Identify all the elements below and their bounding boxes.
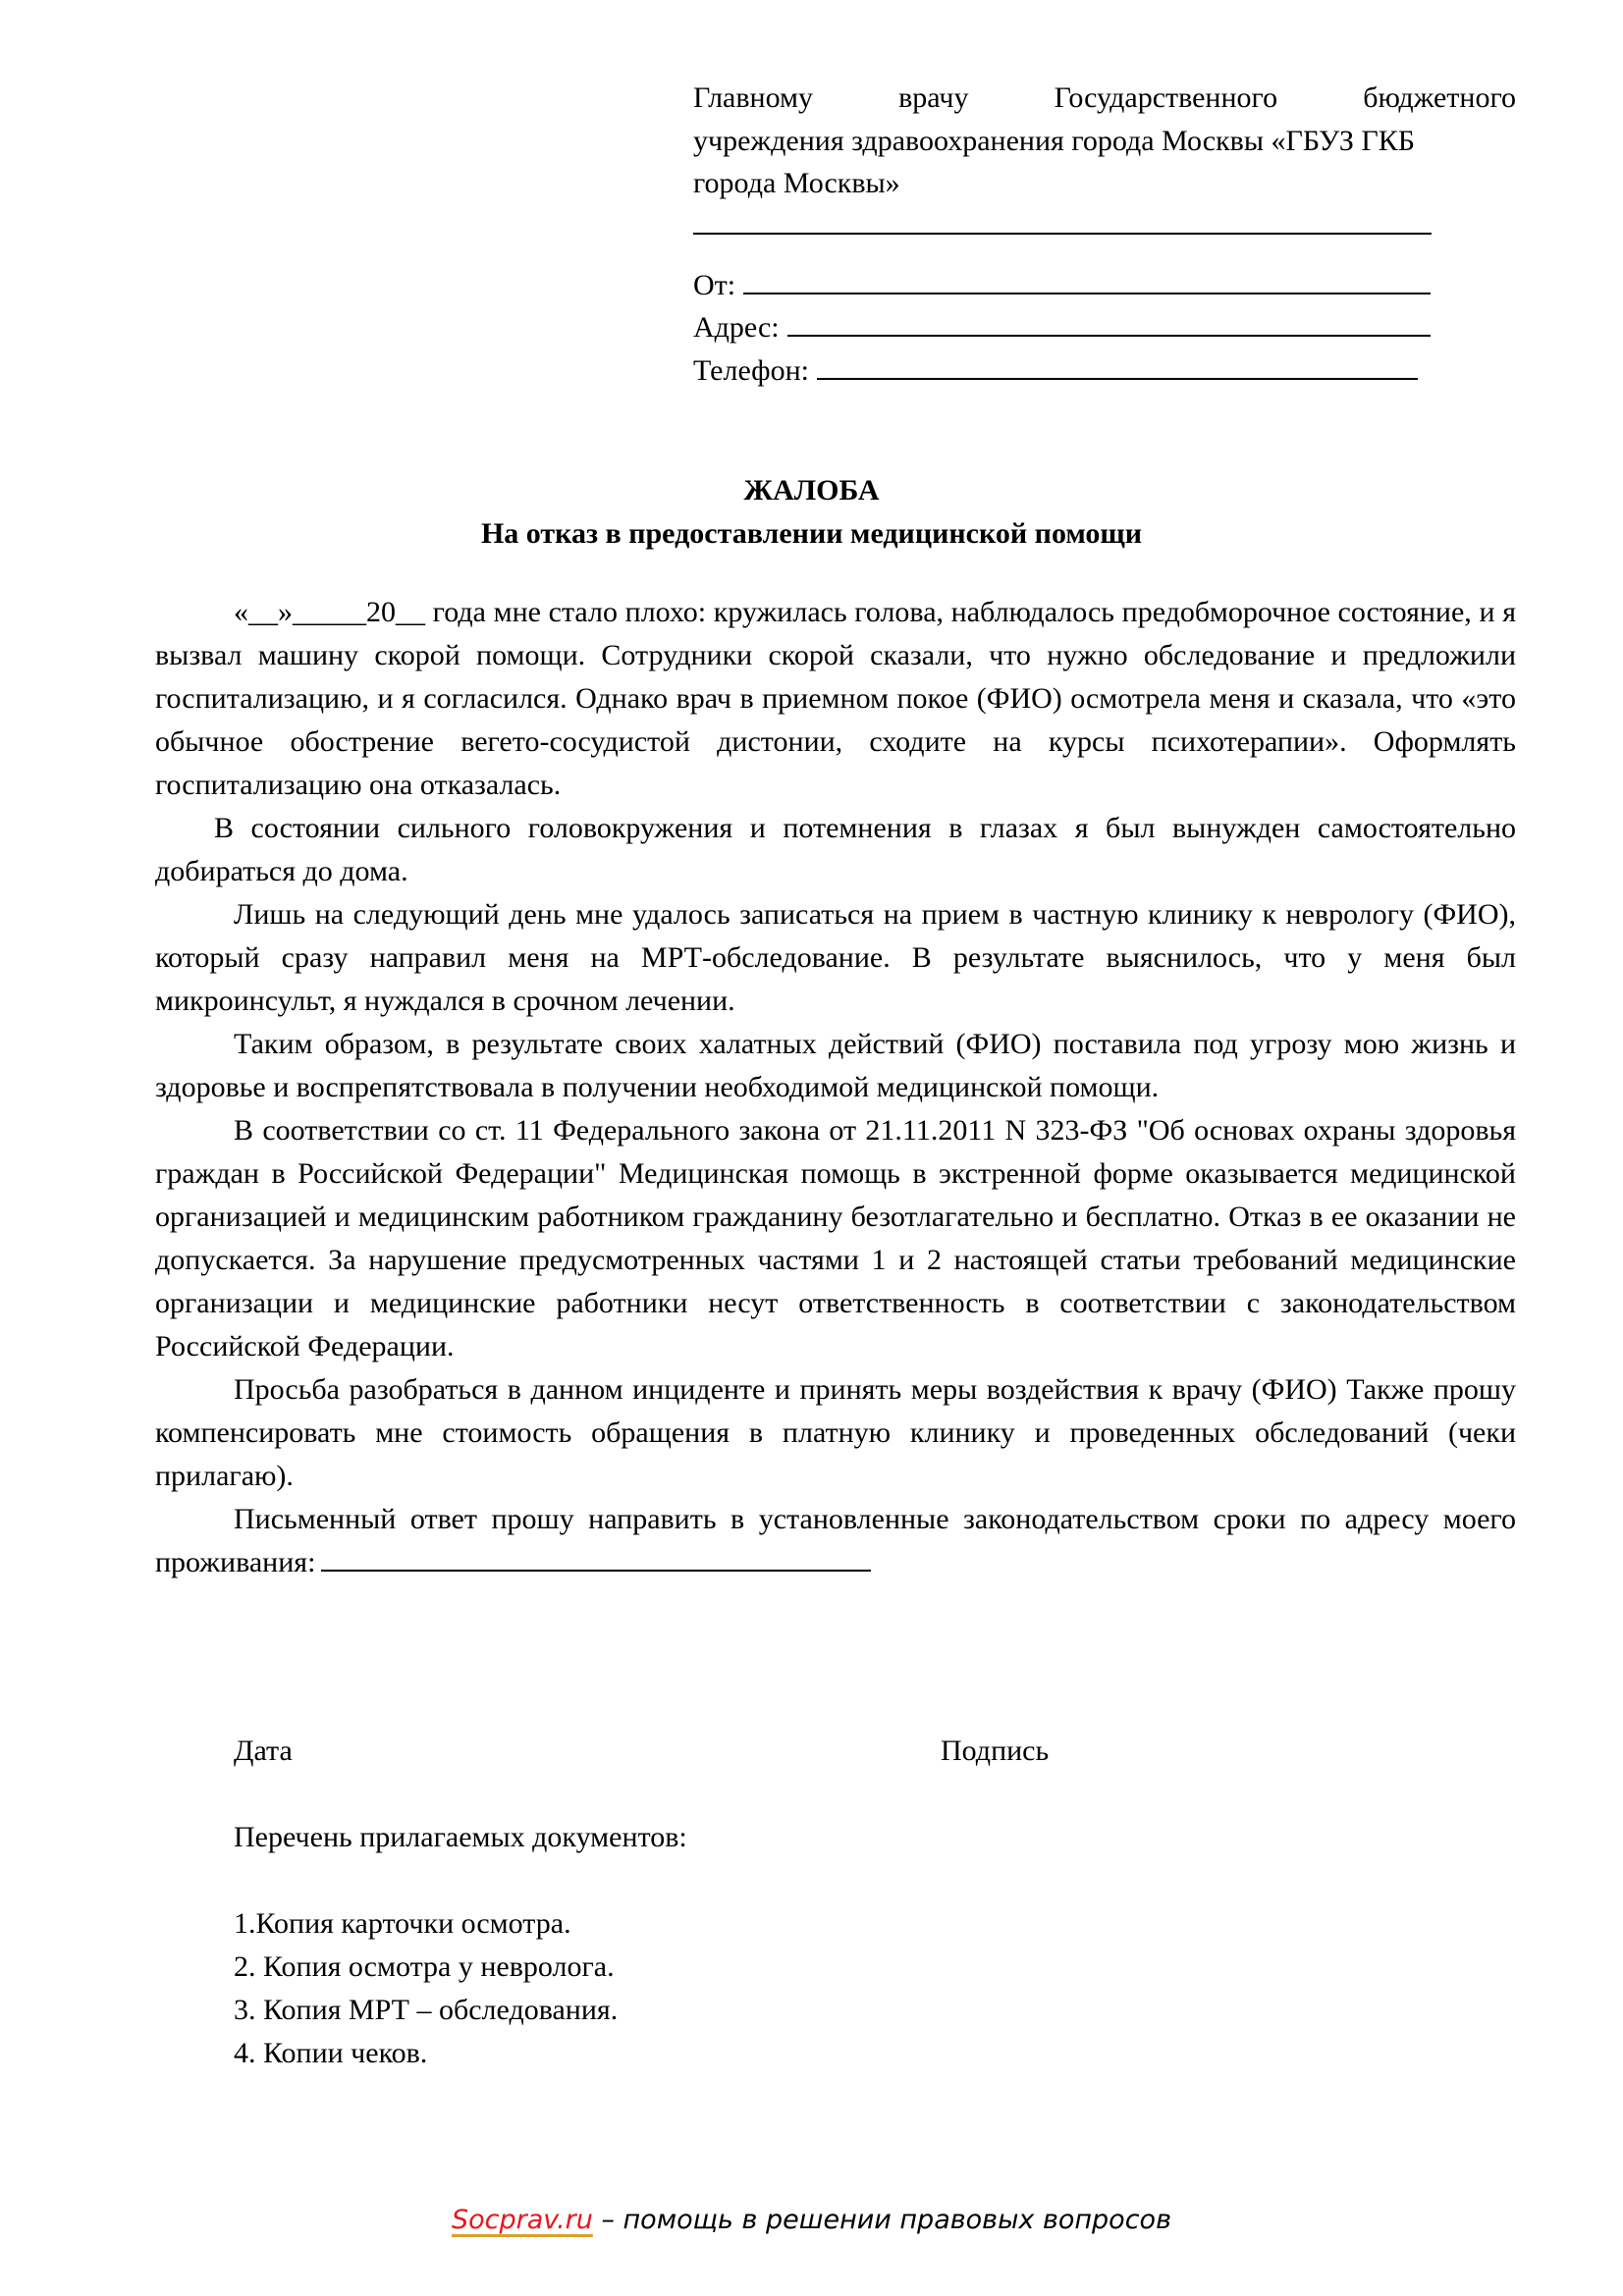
attachments-heading: Перечень прилагаемых документов: — [234, 1821, 687, 1853]
date-label: Дата — [234, 1735, 293, 1767]
body-paragraph-final-text: Письменный ответ прошу направить в установленные законодательством сроки по адресу моего проживания: — [155, 1503, 1516, 1578]
footer-tagline: – помощь в решении правовых вопросов — [592, 2205, 1171, 2235]
complaint-body — [155, 591, 1516, 1584]
addressee-blank-line — [693, 205, 1432, 235]
attachments-list — [234, 1902, 687, 2075]
body-paragraph: Просьба разобраться в данном инциденте и принять меры воздействия к врачу (ФИО) Также прошу компенсировать мне стоимость обращения в платную клинику и проведенных обследований (чеки прилагаю). — [155, 1373, 1516, 1492]
attachment-item: 4. Копии чеков. — [234, 2037, 428, 2069]
document-title-block — [0, 469, 1623, 556]
document-title: ЖАЛОБА — [743, 474, 880, 507]
body-paragraph: В соответствии со ст. 11 Федерального закона от 21.11.2011 N 323-ФЗ "Об основах охраны здоровья граждан в Российской Федерации" Медицинская помощь в экстренной форме оказывается медицинской организацией и медицинским работником гражданину безотлагательно и бесплатно. Отказ в ее оказании не допускается. За нарушение предусмотренных частями 1 и 2 настоящей статьи требований медицинские организации и медицинские работники несут ответственность в соответствии с законодательством Российской Федерации. — [155, 1114, 1516, 1362]
sender-phone-row — [693, 349, 1516, 393]
attachment-item: 1.Копия карточки осмотра. — [234, 1907, 571, 1940]
residence-address-field[interactable] — [321, 1544, 871, 1572]
sender-block — [693, 264, 1516, 393]
sender-from-row — [693, 264, 1516, 307]
document-subtitle: На отказ в предоставлении медицинской помощи — [480, 517, 1143, 550]
from-field[interactable] — [743, 267, 1431, 294]
address-label: Адрес: — [693, 311, 780, 344]
phone-field[interactable] — [817, 352, 1418, 380]
site-link[interactable]: Socprav.ru — [452, 2205, 593, 2235]
addressee-line-2: учреждения здравоохранения города Москвы «ГБУЗ ГКБ — [693, 124, 1415, 157]
body-paragraph: Таким образом, в результате своих халатных действий (ФИО) поставила под угрозу мою жизнь и здоровье и воспрепятствовала в получении необходимой медицинской помощи. — [155, 1028, 1516, 1103]
address-field[interactable] — [787, 309, 1431, 337]
footer — [0, 2205, 1623, 2235]
sender-address-row — [693, 306, 1516, 349]
signature-label: Подпись — [941, 1735, 1050, 1767]
addressee-block — [693, 77, 1516, 392]
attachments-block — [234, 1816, 687, 2075]
phone-label: Телефон: — [693, 353, 809, 387]
body-paragraph: «__»_____20__ года мне стало плохо: кружилась голова, наблюдалось предобморочное состояние, и я вызвал машину скорой помощи. Сотрудники скорой сказали, что нужно обследование и предложили госпитализацию, и я согласился. Однако врач в приемном покое (ФИО) осмотрела меня и сказала, что «это обычное обострение вегето-сосудистой дистонии, сходите на курсы психотерапии». Оформлять госпитализацию она отказалась. — [155, 596, 1516, 801]
attachment-item: 2. Копия осмотра у невролога. — [234, 1950, 615, 1983]
body-paragraph: В состоянии сильного головокружения и потемнения в глазах я был вынужден самостоятельно добираться до дома. — [155, 812, 1516, 887]
addressee-line-1: Главному врачу Государственного бюджетного — [693, 81, 1516, 114]
body-paragraph-final — [155, 1498, 1516, 1584]
from-label: От: — [693, 268, 736, 301]
addressee-line-3: города Москвы» — [693, 167, 900, 199]
body-paragraph: Лишь на следующий день мне удалось записаться на прием в частную клинику к неврологу (ФИО), который сразу направил меня на МРТ-обследование. В результате выяснилось, что у меня был микроинсульт, я нуждался в срочном лечении. — [155, 898, 1516, 1017]
attachment-item: 3. Копия МРТ – обследования. — [234, 1994, 619, 2026]
